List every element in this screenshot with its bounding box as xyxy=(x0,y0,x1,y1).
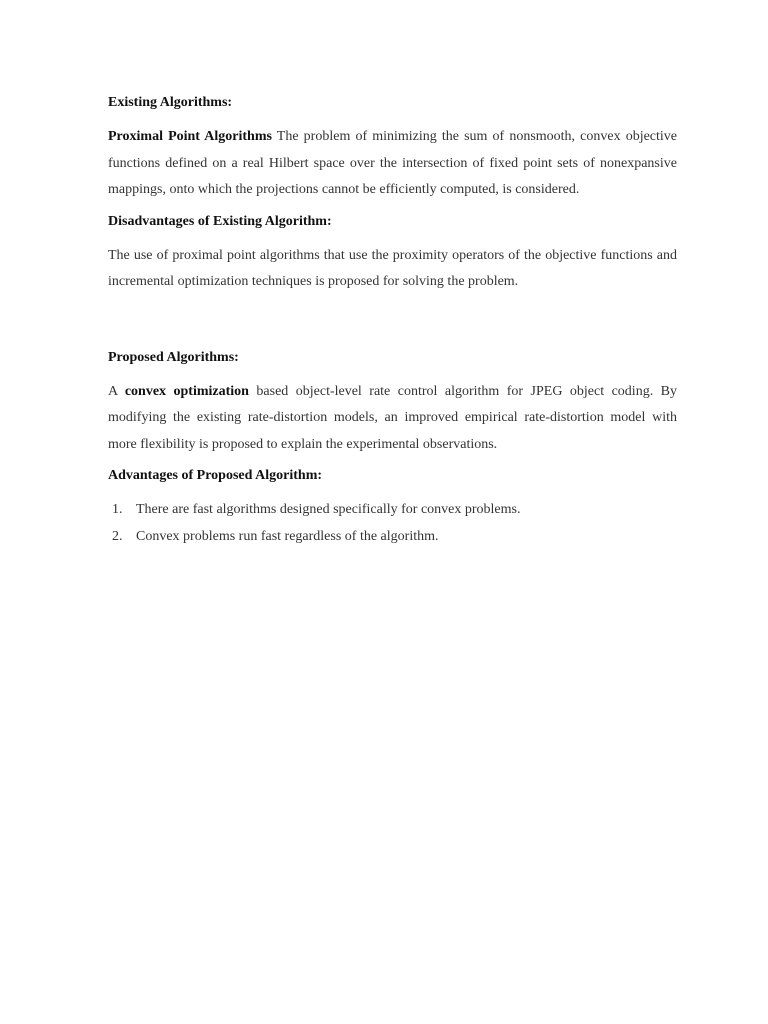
existing-algorithms-heading: Existing Algorithms: xyxy=(108,95,233,110)
advantages-list xyxy=(108,496,677,550)
disadvantages-paragraph: The use of proximal point algorithms that use the proximity operators of the objective functions and incremental optimization techniques is proposed for solving the problem. xyxy=(108,247,677,289)
proximal-point-lead: Proximal Point Algorithms xyxy=(108,129,272,144)
existing-algorithms-paragraph xyxy=(108,124,677,204)
proposed-algorithms-paragraph xyxy=(108,379,677,459)
list-item-number: 2. xyxy=(112,529,123,544)
proposed-prefix: A xyxy=(108,383,125,399)
disadvantages-heading: Disadvantages of Existing Algorithm: xyxy=(108,213,332,229)
convex-optimization-term: convex optimization xyxy=(124,383,249,399)
existing-algorithms-text: The problem of minimizing the sum of nonsmooth, convex objective functions defined on a real Hilbert space over the intersection of fixed point sets of nonexpansive mappings, onto which the projections cannot be efficiently computed, is considered. xyxy=(108,129,677,197)
advantages-heading: Advantages of Proposed Algorithm: xyxy=(108,468,323,483)
list-item xyxy=(108,496,677,523)
proposed-text: based object-level rate control algorithm for JPEG object coding. By modifying the existing rate-distortion models, an improved empirical rate-distortion model with more flexibility is proposed to explain the experimental observations. xyxy=(108,383,678,452)
proposed-algorithms-heading: Proposed Algorithms: xyxy=(108,349,239,365)
list-item xyxy=(108,523,677,550)
list-item-number: 1. xyxy=(112,502,123,517)
list-item-text: Convex problems run fast regardless of the algorithm. xyxy=(136,529,439,544)
list-item-text: There are fast algorithms designed specifically for convex problems. xyxy=(136,502,521,517)
document-page xyxy=(108,93,677,550)
